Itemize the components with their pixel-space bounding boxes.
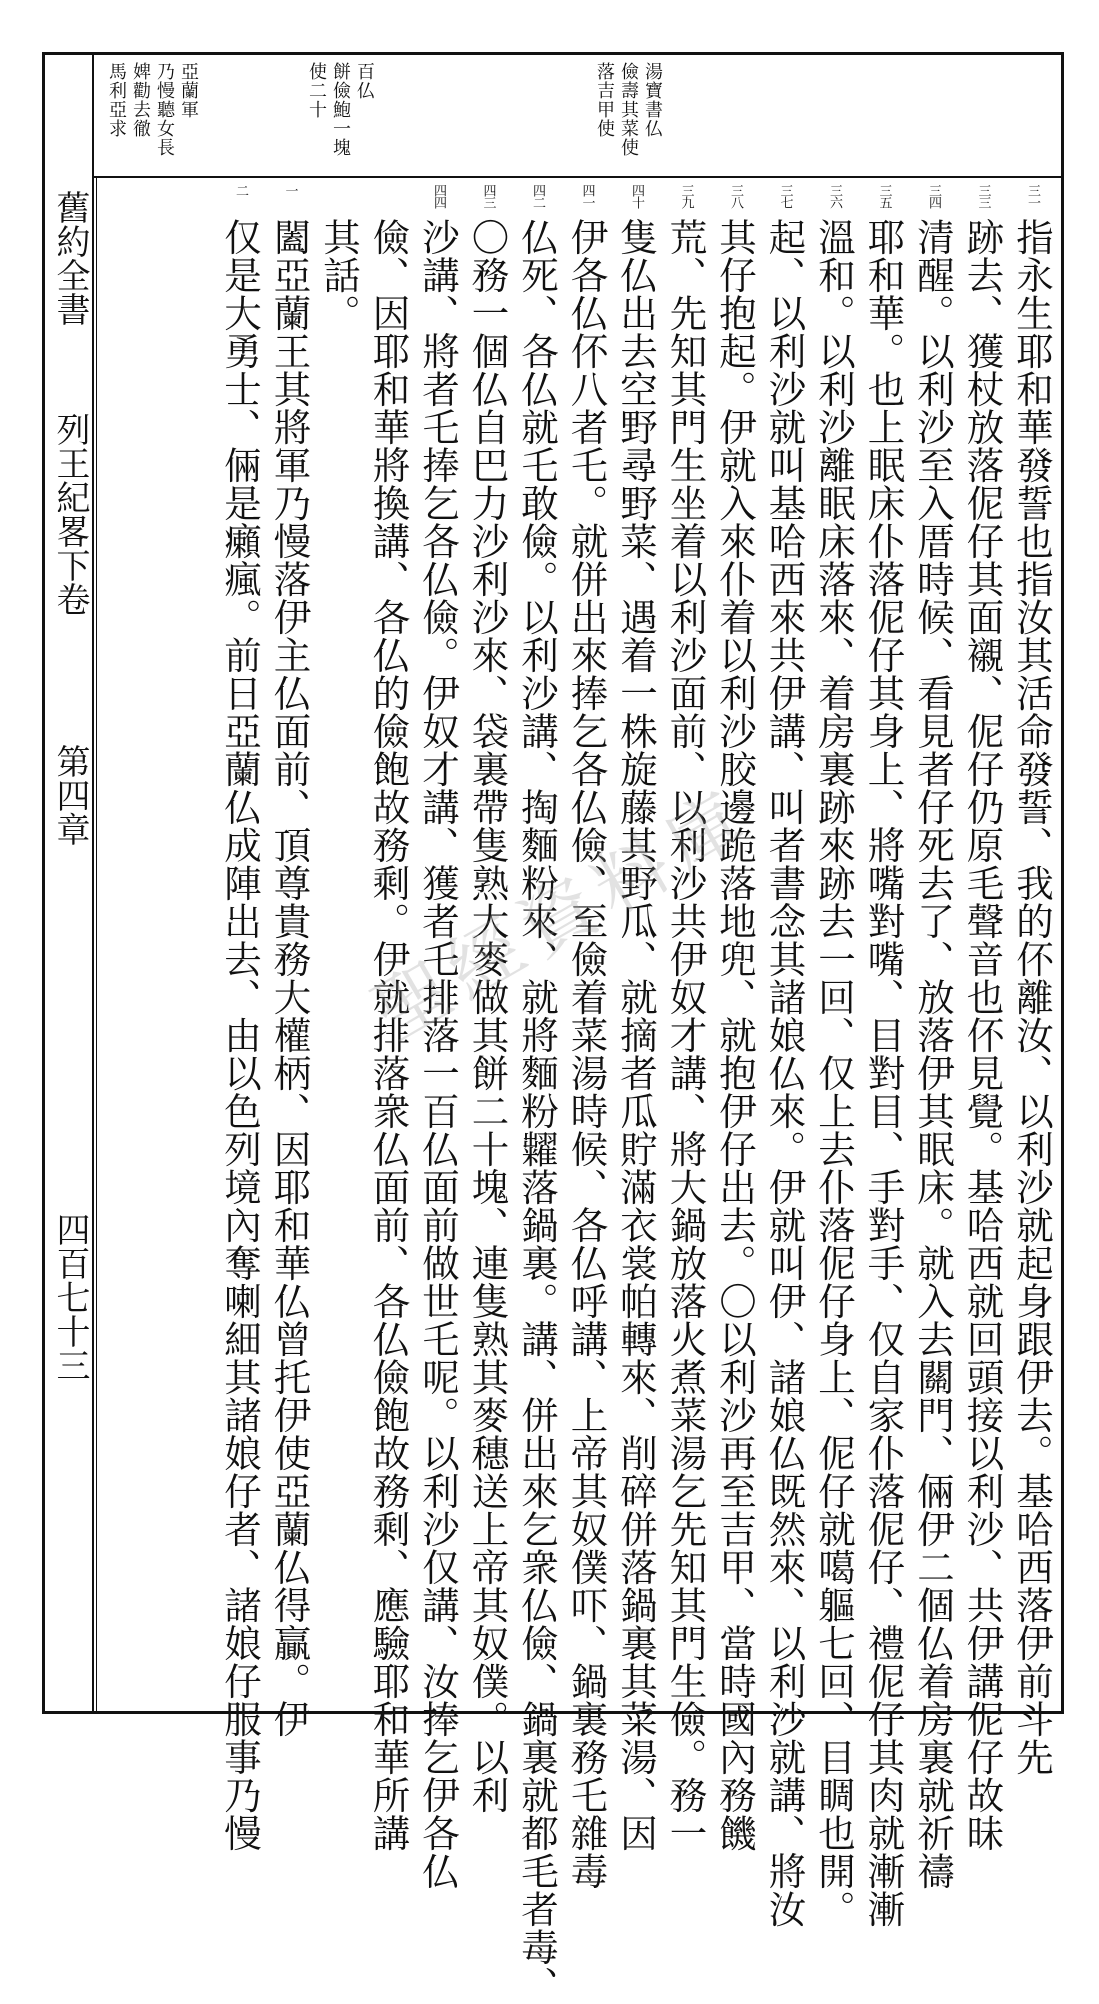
heading-col: 餅儉鮑一塊 xyxy=(330,62,351,157)
heading-group-2c xyxy=(354,62,374,100)
header-divider xyxy=(92,176,1064,178)
verse-number: 一 xyxy=(282,184,298,196)
book-title: 舊約全書 xyxy=(50,190,90,326)
verse-number: 三四 xyxy=(926,184,941,208)
text-column: 沙講、將者乇捧乞各仏儉。伊奴才講、獲者乇排落一百仏面前做世乇呢。以利沙仅講、汝捧乞伊各仏 xyxy=(416,218,460,1890)
heading-col: 儉壽其菜使 xyxy=(618,62,639,157)
verse-number: 三八 xyxy=(728,184,743,208)
heading-col: 婢勸去徹 xyxy=(130,62,151,138)
verse-number: 三一 xyxy=(1025,184,1040,208)
heading-col: 落吉甲使 xyxy=(594,62,615,138)
verse-number: 四十 xyxy=(629,184,644,208)
text-column: 儉、因耶和華將換講、各仏的儉飽故務剩。伊就排落衆仏面前、各仏儉飽故務剩、應驗耶和華所講 xyxy=(366,218,411,1852)
text-column: 伊各仏伓八者乇。就併出來捧乞各仏儉、至儉着菜湯時候、各仏呼講、上帝其奴僕吓、鍋裏務乇雜毒 xyxy=(564,218,609,1890)
text-column: 指永生耶和華發誓也指汝其活命發誓、我的伓離汝、以利沙就起身跟伊去。基哈西落伊前斗先 xyxy=(1010,218,1054,1776)
side-column-rule-inner xyxy=(96,176,97,1714)
text-column: 溫和。以利沙離眠床落來、着房裏跡來跡去一回、仅上去仆落伲仔身上、伲仔就噶軀七回、目睭也開。 xyxy=(812,218,856,1928)
heading-col: 亞蘭軍 xyxy=(178,62,199,119)
text-column: 仅是大勇士、倆是癩瘋。前日亞蘭仏成陣出去、由以色列境內奪喇細其諸娘仔者、諸娘仔服事乃慢 xyxy=(218,218,262,1852)
text-column: 其話。 xyxy=(317,218,361,332)
text-column: 耶和華。也上眠床仆落伲仔其身上、將嘴對嘴、目對目、手對手、仅自家仆落伲仔、禮伲仔其肉就漸漸 xyxy=(861,218,906,1928)
heading-group-2a xyxy=(306,62,326,119)
verse-number: 三五 xyxy=(876,184,892,208)
watermark: 聖經資料庫 xyxy=(359,772,767,1058)
heading-group-3a xyxy=(106,62,126,138)
text-column: 闔亞蘭王其將軍乃慢落伊主仏面前、頂尊貴務大權柄、因耶和華仏曾托伊使亞蘭仏得贏。伊 xyxy=(267,218,312,1738)
verse-number: 四四 xyxy=(431,184,446,208)
verse-number: 四一 xyxy=(579,184,595,208)
heading-col: 乃慢聽女長 xyxy=(154,62,175,157)
verse-number: 三七 xyxy=(777,184,793,208)
heading-col: 湯寶書仏 xyxy=(642,62,663,138)
text-column: 起、以利沙就叫基哈西來共伊講、叫者書念其諸娘仏來。伊就叫伊、諸娘仏既然來、以利沙就講、將汝 xyxy=(762,218,807,1928)
page-number: 四百七十三 xyxy=(50,1212,90,1382)
verse-number: 四三 xyxy=(480,184,496,208)
verse-number: 三九 xyxy=(678,184,694,208)
text-column: 清醒。以利沙至入厝時候、看見者仔死去了、放落伊其眠床。就入去關門、倆伊二個仏着房裏就祈禱 xyxy=(911,218,955,1890)
verse-number: 三三 xyxy=(975,184,991,208)
text-column: 跡去、獲杖放落伲仔其面襯、伲仔仍原毛聲音也伓見覺。基哈西就回頭接以利沙、共伊講伲仔故昧 xyxy=(960,218,1005,1852)
heading-col: 使二十 xyxy=(306,62,327,119)
text-column: 荒、先知其門生坐着以利沙面前、以利沙共伊奴才講、將大鍋放落火煮菜湯乞先知其門生儉。務一 xyxy=(663,218,708,1852)
side-column-rule xyxy=(92,52,94,1714)
chapter-label: 列王紀畧下卷 xyxy=(50,412,90,616)
heading-group-1b xyxy=(618,62,638,157)
text-column: 〇務一個仏自巴力沙利沙來、袋裏帶隻熟大麥做其餅二十塊、連隻熟其麥穗送上帝其奴僕。以利 xyxy=(465,218,510,1814)
heading-group-2b xyxy=(330,62,350,157)
text-column: 其仔抱起。伊就入來仆着以利沙胶邊跪落地兜、就抱伊仔出去。〇以利沙再至吉甲、當時國內務饑 xyxy=(713,218,757,1852)
verse-number: 二 xyxy=(233,184,248,196)
heading-col: 馬利亞求 xyxy=(106,62,127,138)
heading-col: 百仏 xyxy=(354,62,375,100)
heading-group-3d xyxy=(178,62,198,119)
heading-group-1c xyxy=(642,62,662,138)
heading-group-3c xyxy=(154,62,174,157)
heading-group-1 xyxy=(594,62,614,138)
text-column: 仏死、各仏就乇敢儉。以利沙講、掏麵粉來、就將麵粉糶落鍋裏。講、併出來乞衆仏儉、鍋裏就都毛者毒、 xyxy=(515,218,559,2004)
verse-number: 四二 xyxy=(530,184,545,208)
heading-group-3b xyxy=(130,62,150,138)
chapter-number: 第四章 xyxy=(50,744,90,846)
verse-number: 三六 xyxy=(827,184,842,208)
text-column: 隻仏出去空野尋野菜、遇着一株旋藤其野瓜、就摘者瓜貯滿衣裳帕轉來、削碎併落鍋裏其菜湯、因 xyxy=(614,218,658,1852)
